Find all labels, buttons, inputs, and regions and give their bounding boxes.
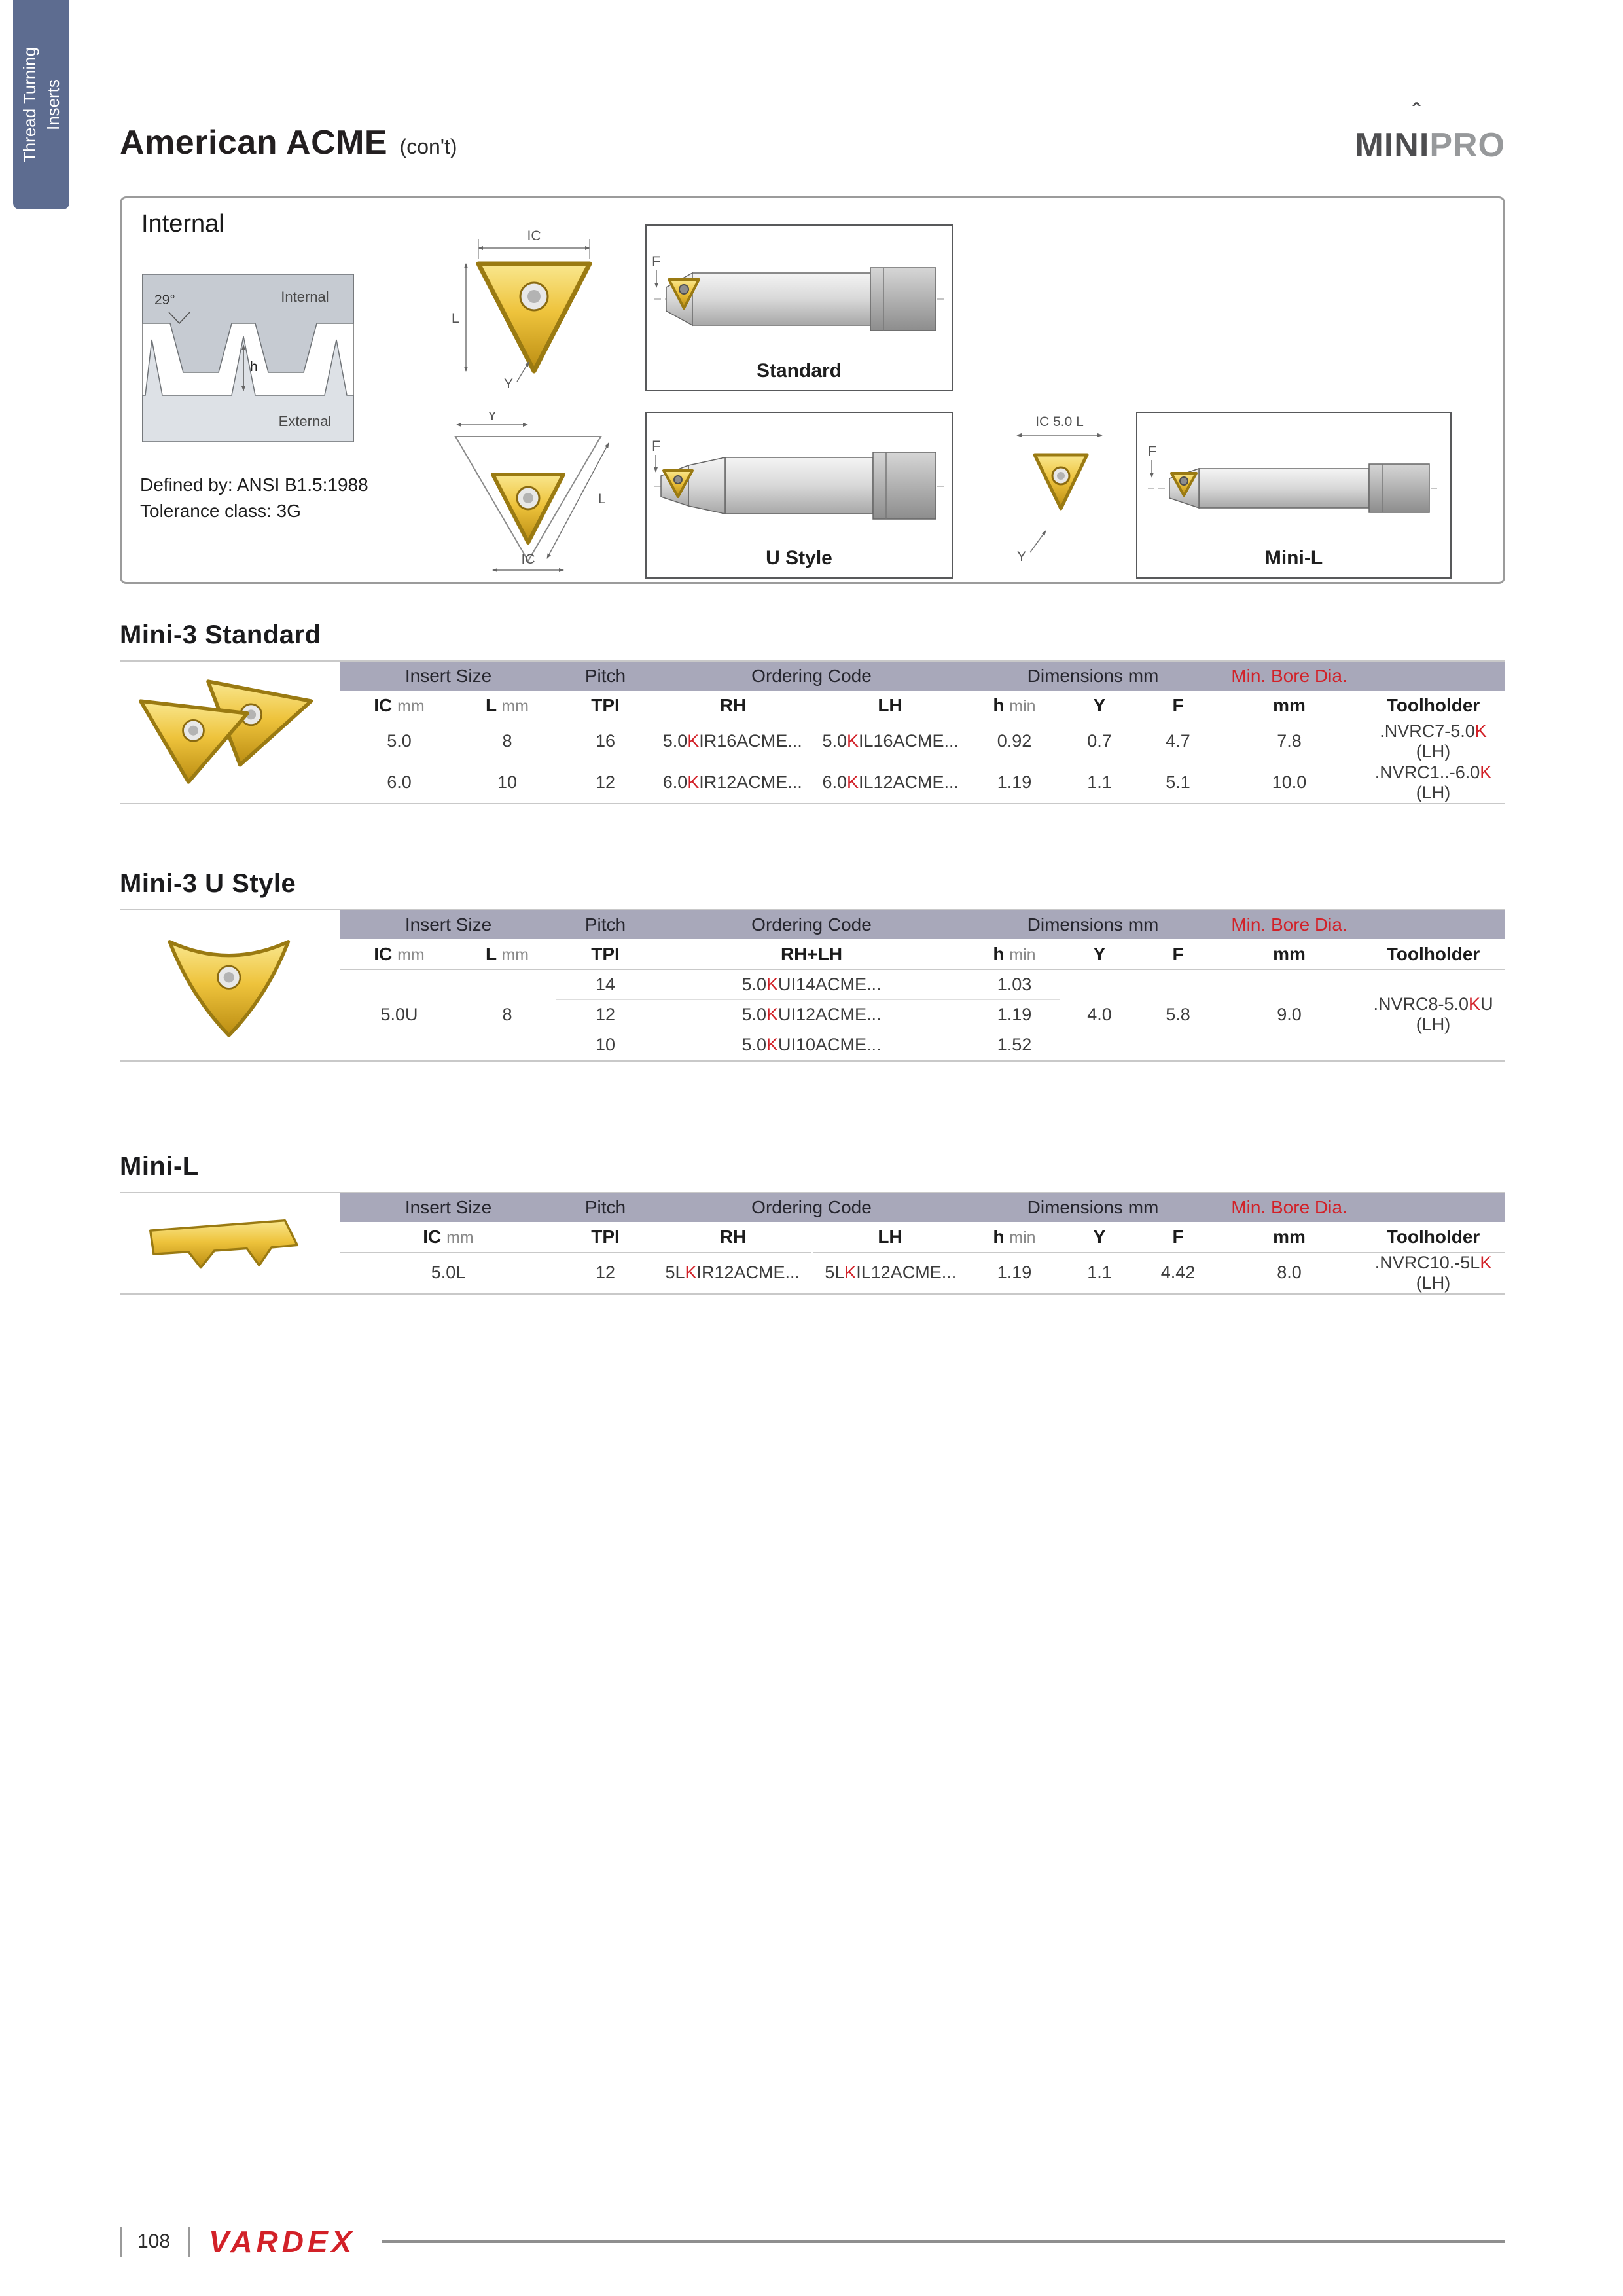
page-title: American ACME [120, 124, 388, 162]
ic50l-label: IC 5.0 L [1035, 414, 1084, 429]
cell-toolholder: .NVRC10.-5LK (LH) [1361, 1252, 1505, 1293]
cell-hmin: 1.19 [969, 762, 1060, 803]
cell-l: 8 [458, 721, 556, 762]
group-header-spacer [1361, 910, 1505, 939]
minil-toolholder-figure [1136, 412, 1452, 579]
insert-diagram-standard [449, 226, 619, 389]
col-header-l: L mm [458, 691, 556, 721]
group-header-row [340, 910, 1505, 939]
group-header-spacer [1361, 1193, 1505, 1222]
group-header-pitch: Pitch [556, 1193, 654, 1222]
footer-rule [382, 2240, 1505, 2243]
col-header-toolholder: Toolholder [1361, 939, 1505, 969]
group-header-dimensions: Dimensions mm [969, 910, 1217, 939]
col-header-f: F [1139, 1222, 1217, 1252]
cell-toolholder: .NVRC8-5.0KU (LH) [1361, 969, 1505, 1060]
section-mini3-standard [120, 620, 1505, 804]
cell-hmin: 1.52 [969, 1030, 1060, 1060]
col-header-y: Y [1060, 1222, 1139, 1252]
col-header-f: F [1139, 691, 1217, 721]
internal-label: Internal [281, 289, 329, 305]
group-header-pitch: Pitch [556, 910, 654, 939]
cell-ic: 5.0 [340, 721, 458, 762]
cell-hmin: 1.03 [969, 969, 1060, 999]
cell-ordering-code-lh: 6.0KIL12ACME... [812, 762, 969, 803]
cell-hmin: 1.19 [969, 1252, 1060, 1293]
section-title: Mini-3 U Style [120, 869, 296, 898]
group-header-ordering-code: Ordering Code [654, 1193, 969, 1222]
col-header-hmin: h min [969, 1222, 1060, 1252]
cell-tpi: 12 [556, 762, 654, 803]
standard-label: Standard [756, 360, 842, 382]
table-wrapper [120, 660, 1505, 804]
cell-ordering-code: 5.0KUI10ACME... [654, 1030, 969, 1060]
group-header-min-bore: Min. Bore Dia. [1217, 910, 1361, 939]
footer-divider [188, 2227, 190, 2257]
sidebar-tab-line2: Inserts [43, 79, 63, 131]
y-label: Y [487, 412, 497, 423]
external-label: External [278, 413, 332, 429]
sidebar-tab-thread-turning-inserts [13, 0, 69, 209]
group-header-insert-size: Insert Size [340, 910, 556, 939]
brand-pro: PRO [1429, 126, 1505, 164]
f-label: F [1148, 443, 1157, 459]
page-number: 108 [137, 2231, 171, 2252]
y-label: Y [1017, 549, 1027, 564]
cell-ordering-code-lh: 5.0KIL16ACME... [812, 721, 969, 762]
cell-tpi: 16 [556, 721, 654, 762]
spec-table-standard [340, 662, 1505, 803]
table-row [340, 969, 1505, 999]
cell-bore: 8.0 [1217, 1252, 1361, 1293]
cell-ic: 5.0L [340, 1252, 556, 1293]
cell-ordering-code-rh: 5.0KIR16ACME... [654, 721, 812, 762]
column-header-row [340, 691, 1505, 721]
group-header-min-bore: Min. Bore Dia. [1217, 662, 1361, 691]
group-header-insert-size: Insert Size [340, 1193, 556, 1222]
standard-toolholder-figure [645, 224, 953, 391]
sidebar-tab-line1: Thread Turning [20, 46, 40, 163]
cell-f: 4.7 [1139, 721, 1217, 762]
cell-l: 8 [458, 969, 556, 1060]
column-header-row [340, 939, 1505, 969]
col-header-l: L mm [458, 939, 556, 969]
h-label: h [250, 359, 258, 374]
f-label: F [652, 438, 661, 454]
group-header-min-bore: Min. Bore Dia. [1217, 1193, 1361, 1222]
cell-y: 0.7 [1060, 721, 1139, 762]
cell-toolholder: .NVRC1..-6.0K (LH) [1361, 762, 1505, 803]
insert-image-minil [120, 1193, 336, 1293]
tolerance-note: Tolerance class: 3G [140, 501, 301, 521]
col-header-y: Y [1060, 691, 1139, 721]
col-header-toolholder: Toolholder [1361, 1222, 1505, 1252]
col-header-tpi: TPI [556, 691, 654, 721]
angle-label: 29° [154, 293, 175, 308]
cell-bore: 10.0 [1217, 762, 1361, 803]
col-header-ic: IC mm [340, 939, 458, 969]
group-header-ordering-code: Ordering Code [654, 662, 969, 691]
l-label: L [598, 492, 606, 507]
col-header-y: Y [1060, 939, 1139, 969]
cell-bore: 9.0 [1217, 969, 1361, 1060]
page-title-suffix: (con't) [399, 135, 457, 158]
column-header-row [340, 1222, 1505, 1252]
spec-table-ustyle [340, 910, 1505, 1060]
ustyle-insert-art [133, 920, 323, 1050]
col-header-ic: IC mm [340, 691, 458, 721]
group-header-ordering-code: Ordering Code [654, 910, 969, 939]
minil-insert-art [130, 1204, 326, 1282]
cell-toolholder: .NVRC7-5.0K (LH) [1361, 721, 1505, 762]
f-label: F [652, 253, 661, 270]
spec-table-minil [340, 1193, 1505, 1293]
section-title: Mini-L [120, 1152, 199, 1181]
section-title: Mini-3 Standard [120, 620, 321, 649]
section-mini3-ustyle [120, 869, 1505, 1062]
cell-f: 4.42 [1139, 1252, 1217, 1293]
cell-ordering-code: 5.0KUI14ACME... [654, 969, 969, 999]
cell-hmin: 0.92 [969, 721, 1060, 762]
col-header-bore-mm: mm [1217, 1222, 1361, 1252]
cell-y: 1.1 [1060, 762, 1139, 803]
col-header-tpi: TPI [556, 1222, 654, 1252]
brand-caret: ˆ [1412, 99, 1421, 124]
page-header [120, 99, 1505, 182]
insert-image-ustyle [120, 910, 336, 1060]
col-header-hmin: h min [969, 939, 1060, 969]
col-header-rh: RH [654, 1222, 812, 1252]
cell-ic: 5.0U [340, 969, 458, 1060]
insert-image-standard [120, 662, 336, 803]
cell-ordering-code-lh: 5LKIL12ACME... [812, 1252, 969, 1293]
col-header-rhlh: RH+LH [654, 939, 969, 969]
section-minil [120, 1152, 1505, 1295]
col-header-toolholder: Toolholder [1361, 691, 1505, 721]
col-header-bore-mm: mm [1217, 691, 1361, 721]
cell-y: 1.1 [1060, 1252, 1139, 1293]
page-footer [120, 2224, 1505, 2259]
table-wrapper [120, 1192, 1505, 1295]
cell-f: 5.1 [1139, 762, 1217, 803]
figure-notes [140, 472, 368, 524]
defined-by-note: Defined by: ANSI B1.5:1988 [140, 475, 368, 495]
cell-y: 4.0 [1060, 969, 1139, 1060]
col-header-lh: LH [812, 1222, 969, 1252]
sidebar-tab-label [18, 47, 65, 162]
ustyle-label: U Style [766, 547, 832, 569]
ustyle-toolholder-figure [645, 412, 953, 579]
mini-insert-diagram [997, 412, 1122, 575]
table-row [340, 721, 1505, 762]
group-header-pitch: Pitch [556, 662, 654, 691]
cell-f: 5.8 [1139, 969, 1217, 1060]
minipro-logo [1355, 99, 1505, 165]
group-header-dimensions: Dimensions mm [969, 662, 1217, 691]
group-header-row [340, 662, 1505, 691]
ic-label: IC [527, 228, 541, 243]
cell-ordering-code-rh: 6.0KIR12ACME... [654, 762, 812, 803]
col-header-f: F [1139, 939, 1217, 969]
cell-hmin: 1.19 [969, 999, 1060, 1030]
minil-label: Mini-L [1264, 547, 1323, 569]
y-label: Y [504, 376, 514, 389]
brand-mini: MINI [1355, 126, 1430, 164]
footer-divider [120, 2227, 122, 2257]
internal-figure-box [120, 196, 1505, 584]
table-row [340, 762, 1505, 803]
group-header-dimensions: Dimensions mm [969, 1193, 1217, 1222]
thread-profile-diagram [140, 261, 356, 457]
col-header-hmin: h min [969, 691, 1060, 721]
cell-tpi: 12 [556, 999, 654, 1030]
table-wrapper [120, 909, 1505, 1062]
group-header-spacer [1361, 662, 1505, 691]
col-header-ic: IC mm [340, 1222, 556, 1252]
cell-bore: 7.8 [1217, 721, 1361, 762]
table-row [340, 1252, 1505, 1293]
figure-heading: Internal [141, 210, 224, 238]
cell-tpi: 10 [556, 1030, 654, 1060]
group-header-row [340, 1193, 1505, 1222]
col-header-rh: RH [654, 691, 812, 721]
col-header-bore-mm: mm [1217, 939, 1361, 969]
cell-tpi: 12 [556, 1252, 654, 1293]
cell-ordering-code-rh: 5LKIR12ACME... [654, 1252, 812, 1293]
col-header-lh: LH [812, 691, 969, 721]
ic-label: IC [521, 552, 535, 567]
group-header-insert-size: Insert Size [340, 662, 556, 691]
cell-ordering-code: 5.0KUI12ACME... [654, 999, 969, 1030]
col-header-tpi: TPI [556, 939, 654, 969]
standard-insert-art [130, 673, 326, 791]
insert-diagram-ustyle [429, 412, 626, 575]
cell-tpi: 14 [556, 969, 654, 999]
cell-ic: 6.0 [340, 762, 458, 803]
l-label: L [452, 311, 459, 326]
vardex-logo: VARDEX [209, 2225, 356, 2259]
cell-l: 10 [458, 762, 556, 803]
